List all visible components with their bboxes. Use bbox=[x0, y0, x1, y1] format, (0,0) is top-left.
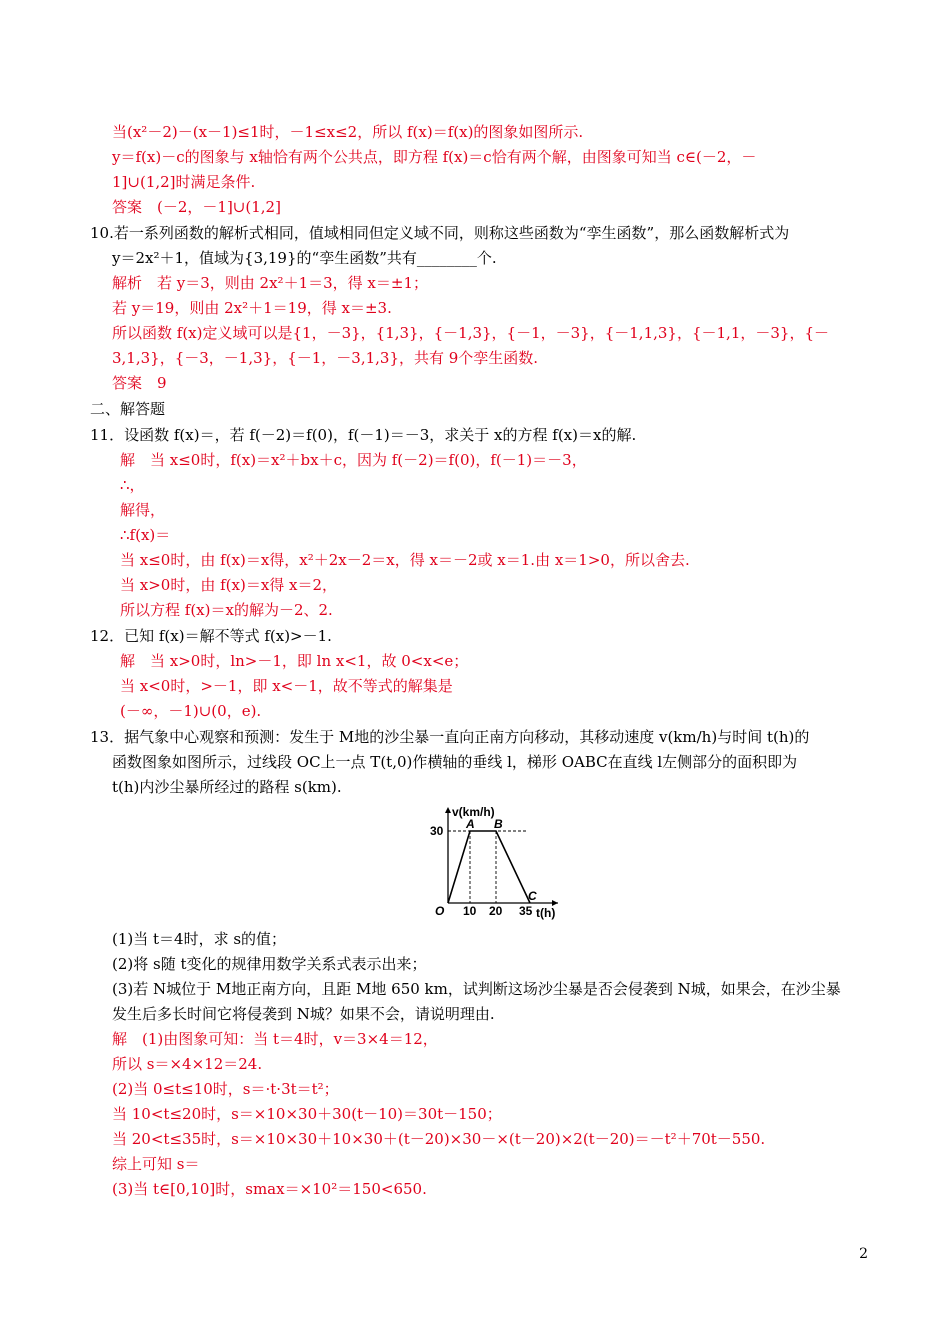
text-line: 所以函数 f(x)定义域可以是{1，－3}，{1,3}，{－1,3}，{－1，－3}，{－1,1,3}，{－1,1，－3}，{－ bbox=[112, 324, 830, 342]
point-a-label: A bbox=[466, 817, 475, 831]
x-axis-label: t(h) bbox=[536, 906, 556, 920]
text-line: 当 20<t≤35时，s＝×10×30＋10×30＋(t－20)×30－×(t－20)×2(t－20)＝－t²＋70t－550. bbox=[112, 1130, 766, 1148]
text-line: 若 y＝19，则由 2x²＋1＝19，得 x＝±3. bbox=[112, 299, 392, 317]
text-line: 所以 s＝×4×12＝24. bbox=[112, 1055, 263, 1073]
text-line: 11．设函数 f(x)＝，若 f(－2)＝f(0)，f(－1)＝－3，求关于 x的方程 f(x)＝x的解. bbox=[90, 426, 637, 444]
text-line: (3)若 N城位于 M地正南方向，且距 M地 650 km，试判断这场沙尘暴是否会侵袭到 N城，如果会，在沙尘暴 bbox=[112, 980, 841, 998]
text-line: 解 当 x>0时，ln>－1，即 ln x<1，故 0<x<e； bbox=[120, 652, 469, 670]
text-line: 解 当 x≤0时，f(x)＝x²＋bx＋c，因为 f(－2)＝f(0)，f(－1)＝－3， bbox=[120, 451, 587, 469]
text-line: 当 x≤0时，由 f(x)＝x得，x²＋2x－2＝x，得 x＝－2或 x＝1.由 x＝1>0，所以舍去. bbox=[120, 551, 690, 569]
x-tick-10: 10 bbox=[463, 904, 477, 918]
text-line: 当 x>0时，由 f(x)＝x得 x＝2， bbox=[120, 576, 338, 594]
text-line: 当(x²－2)－(x－1)≤1时，－1≤x≤2，所以 f(x)＝f(x)的图象如图所示. bbox=[112, 123, 584, 141]
text-line: 1]∪(1,2]时满足条件. bbox=[112, 173, 256, 191]
text-line: 答案 (－2，－1]∪(1,2] bbox=[112, 198, 281, 216]
text-line: (1)当 t＝4时，求 s的值； bbox=[112, 930, 287, 948]
text-line: (3)当 t∈[0,10]时，smax＝×10²＝150<650. bbox=[112, 1180, 427, 1198]
text-line: 13．据气象中心观察和预测：发生于 M地的沙尘暴一直向正南方向移动，其移动速度 v(km/h)与时间 t(h)的 bbox=[90, 728, 810, 746]
text-line: 解 (1)由图象可知：当 t＝4时，v＝3×4＝12， bbox=[112, 1030, 438, 1048]
origin-label: O bbox=[435, 904, 445, 918]
text-line: y＝2x²＋1，值域为{3,19}的“孪生函数”共有________个. bbox=[112, 249, 497, 267]
text-line: 二、解答题 bbox=[90, 400, 166, 418]
text-line: ∴f(x)＝ bbox=[120, 526, 171, 544]
velocity-time-graph bbox=[418, 803, 563, 921]
text-line: t(h)内沙尘暴所经过的路程 s(km). bbox=[112, 778, 342, 796]
text-line: 解析 若 y＝3，则由 2x²＋1＝3，得 x＝±1； bbox=[112, 274, 428, 292]
x-tick-20: 20 bbox=[489, 904, 503, 918]
text-line: ∴， bbox=[120, 476, 145, 494]
y-axis-label: v(km/h) bbox=[452, 805, 495, 819]
text-line: 当 x<0时，>－1，即 x<－1，故不等式的解集是 bbox=[120, 677, 453, 695]
trapezoid-oabc bbox=[448, 831, 530, 903]
y-axis-arrow bbox=[445, 807, 451, 813]
text-line: 所以方程 f(x)＝x的解为－2、2. bbox=[120, 601, 333, 619]
text-line: (2)当 0≤t≤10时，s＝·t·3t＝t²； bbox=[112, 1080, 339, 1098]
text-line: 答案 9 bbox=[112, 374, 167, 392]
text-line: 10.若一系列函数的解析式相同，值域相同但定义域不同，则称这些函数为“孪生函数”，那么函数解析式为 bbox=[90, 224, 790, 242]
y-tick-30: 30 bbox=[430, 824, 444, 838]
text-line: (2)将 s随 t变化的规律用数学关系式表示出来； bbox=[112, 955, 427, 973]
x-tick-35: 35 bbox=[519, 904, 533, 918]
text-line: 解得， bbox=[120, 501, 166, 519]
text-line: 3,1,3}，{－3，－1,3}，{－1，－3,1,3}，共有 9个孪生函数. bbox=[112, 349, 539, 367]
page-number: 2 bbox=[859, 1246, 868, 1262]
text-line: 当 10<t≤20时，s＝×10×30＋30(t－10)＝30t－150； bbox=[112, 1105, 502, 1123]
text-line: 发生后多长时间它将侵袭到 N城？如果不会，请说明理由. bbox=[112, 1005, 495, 1023]
text-line: 12．已知 f(x)＝解不等式 f(x)>－1. bbox=[90, 627, 332, 645]
text-line: y＝f(x)－c的图象与 x轴恰有两个公共点，即方程 f(x)＝c恰有两个解，由图象可知当 c∈(－2，－ bbox=[112, 148, 757, 166]
text-line: (－∞，－1)∪(0，e). bbox=[120, 702, 262, 720]
point-b-label: B bbox=[494, 817, 503, 831]
text-line: 综上可知 s＝ bbox=[112, 1155, 200, 1173]
point-c-label: C bbox=[528, 889, 537, 903]
text-line: 函数图象如图所示，过线段 OC上一点 T(t,0)作横轴的垂线 l，梯形 OABC在直线 l左侧部分的面积即为 bbox=[112, 753, 798, 771]
